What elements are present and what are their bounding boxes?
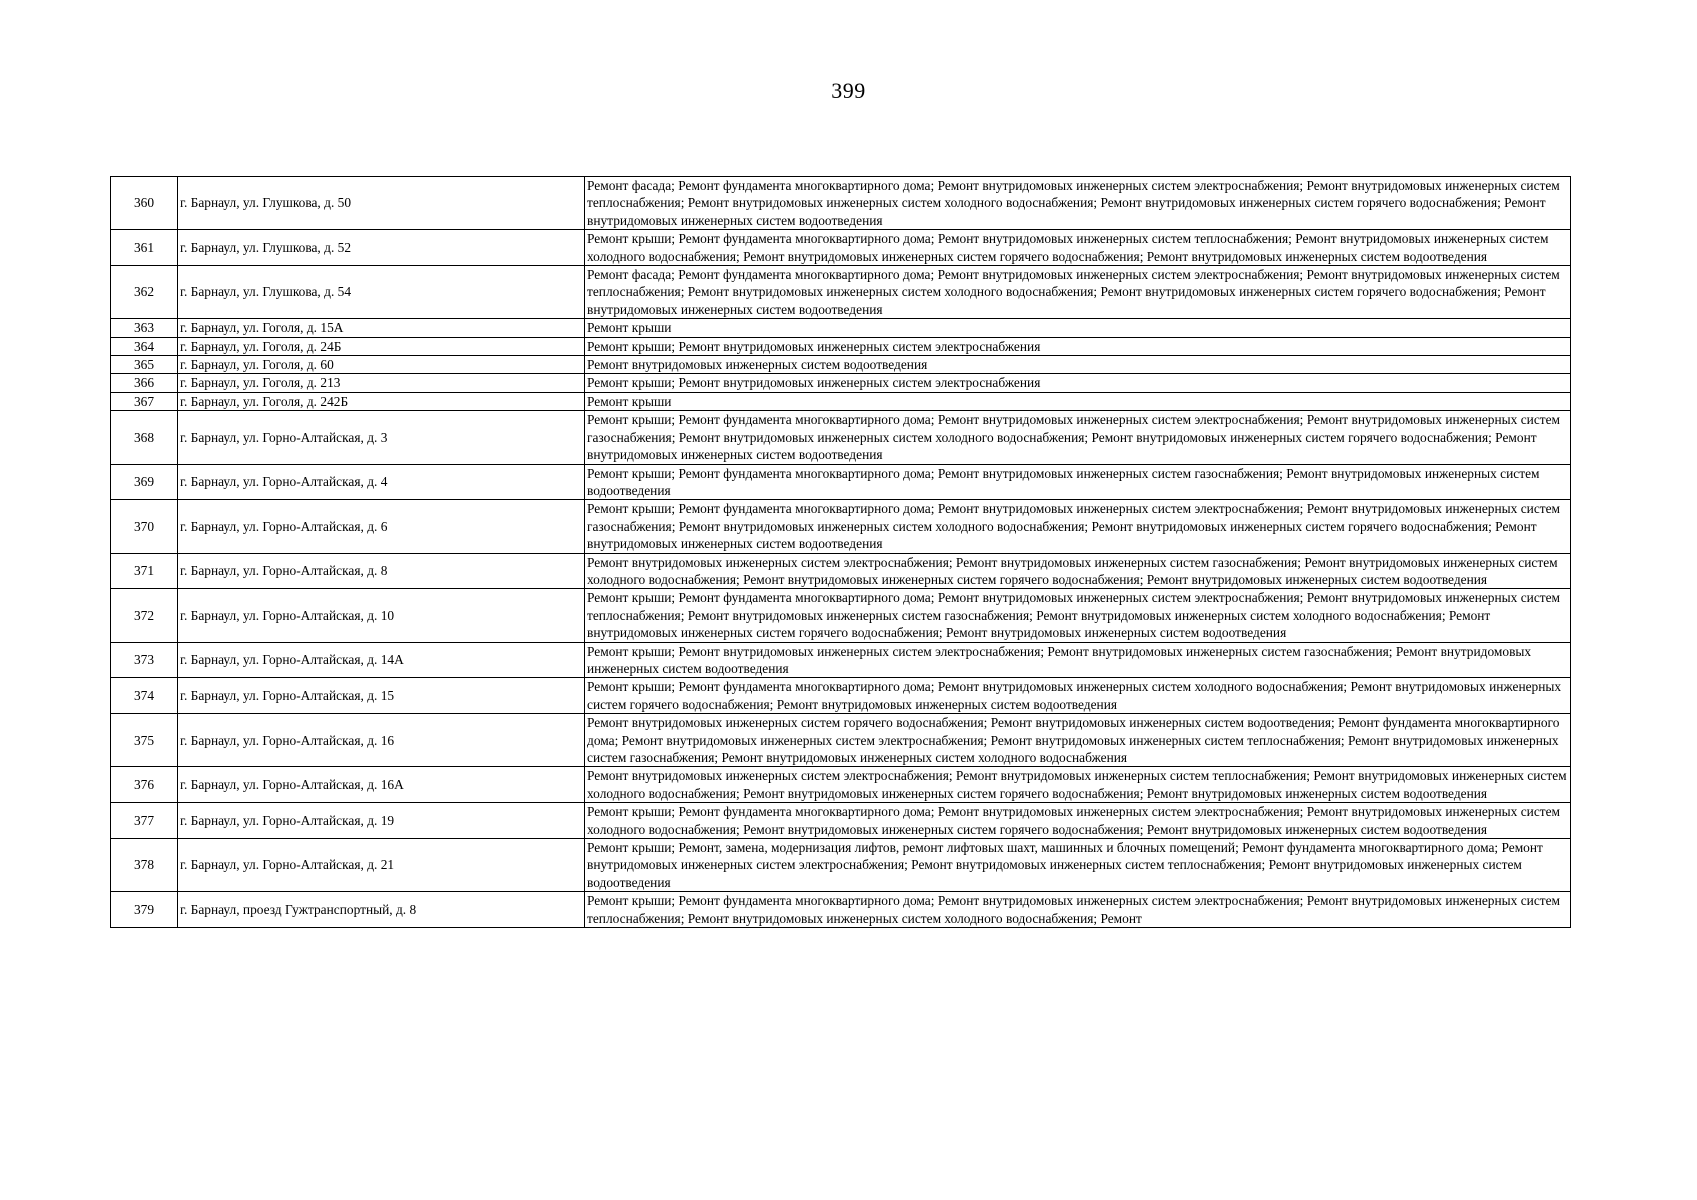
address-cell: г. Барнаул, проезд Гужтранспортный, д. 8 [178,892,585,928]
row-number-cell: 371 [111,553,178,589]
page-number: 399 [831,78,866,103]
address-cell: г. Барнаул, ул. Гоголя, д. 242Б [178,392,585,410]
row-number-cell: 378 [111,839,178,892]
row-number-cell: 373 [111,642,178,678]
table-row [111,337,1571,355]
row-number-cell: 368 [111,411,178,464]
works-cell: Ремонт фасада; Ремонт фундамента многоквартирного дома; Ремонт внутридомовых инженерных систем электроснабжения; Ремонт внутридомовых инженерных систем теплоснабжения; Ремонт внутридомовых инженерных систем холодного водоснабжения; Ремонт внутридомовых инженерных систем горячего водоснабжения; Ремонт внутридомовых инженерных систем водоотведения [585,177,1571,230]
row-number-cell: 360 [111,177,178,230]
works-cell: Ремонт крыши; Ремонт фундамента многоквартирного дома; Ремонт внутридомовых инженерных систем электроснабжения; Ремонт внутридомовых инженерных систем теплоснабжения; Ремонт внутридомовых инженерных систем газоснабжения; Ремонт внутридомовых инженерных систем холодного водоснабжения; Ремонт внутридомовых инженерных систем горячего водоснабжения; Ремонт внутридомовых инженерных систем водоотведения [585,589,1571,642]
row-number-cell: 376 [111,767,178,803]
works-cell: Ремонт крыши; Ремонт фундамента многоквартирного дома; Ремонт внутридомовых инженерных систем теплоснабжения; Ремонт внутридомовых инженерных систем холодного водоснабжения; Ремонт внутридомовых инженерных систем горячего водоснабжения; Ремонт внутридомовых инженерных систем водоотведения [585,230,1571,266]
row-number-cell: 362 [111,266,178,319]
address-cell: г. Барнаул, ул. Горно-Алтайская, д. 16 [178,714,585,767]
table-row [111,374,1571,392]
row-number-cell: 367 [111,392,178,410]
table-row [111,803,1571,839]
works-cell: Ремонт крыши; Ремонт внутридомовых инженерных систем электроснабжения [585,374,1571,392]
address-cell: г. Барнаул, ул. Горно-Алтайская, д. 21 [178,839,585,892]
row-number-cell: 365 [111,356,178,374]
works-cell: Ремонт внутридомовых инженерных систем электроснабжения; Ремонт внутридомовых инженерных систем теплоснабжения; Ремонт внутридомовых инженерных систем холодного водоснабжения; Ремонт внутридомовых инженерных систем горячего водоснабжения; Ремонт внутридомовых инженерных систем водоотведения [585,767,1571,803]
row-number-cell: 374 [111,678,178,714]
address-cell: г. Барнаул, ул. Горно-Алтайская, д. 19 [178,803,585,839]
address-cell: г. Барнаул, ул. Горно-Алтайская, д. 16А [178,767,585,803]
table-row [111,767,1571,803]
works-cell: Ремонт крыши [585,392,1571,410]
table-row [111,230,1571,266]
address-cell: г. Барнаул, ул. Гоголя, д. 60 [178,356,585,374]
table-row [111,500,1571,553]
row-number-cell: 361 [111,230,178,266]
table-row [111,356,1571,374]
works-cell: Ремонт внутридомовых инженерных систем водоотведения [585,356,1571,374]
works-cell: Ремонт крыши; Ремонт фундамента многоквартирного дома; Ремонт внутридомовых инженерных систем электроснабжения; Ремонт внутридомовых инженерных систем холодного водоснабжения; Ремонт внутридомовых инженерных систем горячего водоснабжения; Ремонт внутридомовых инженерных систем водоотведения [585,803,1571,839]
address-cell: г. Барнаул, ул. Глушкова, д. 50 [178,177,585,230]
table-row [111,319,1571,337]
address-cell: г. Барнаул, ул. Горно-Алтайская, д. 6 [178,500,585,553]
address-cell: г. Барнаул, ул. Горно-Алтайская, д. 4 [178,464,585,500]
works-cell: Ремонт крыши; Ремонт внутридомовых инженерных систем электроснабжения [585,337,1571,355]
table-row [111,177,1571,230]
address-cell: г. Барнаул, ул. Горно-Алтайская, д. 14А [178,642,585,678]
repair-register-table [110,176,1571,928]
works-cell: Ремонт крыши; Ремонт фундамента многоквартирного дома; Ремонт внутридомовых инженерных систем электроснабжения; Ремонт внутридомовых инженерных систем теплоснабжения; Ремонт внутридомовых инженерных систем холодного водоснабжения; Ремонт [585,892,1571,928]
row-number-cell: 379 [111,892,178,928]
works-cell: Ремонт внутридомовых инженерных систем электроснабжения; Ремонт внутридомовых инженерных систем газоснабжения; Ремонт внутридомовых инженерных систем холодного водоснабжения; Ремонт внутридомовых инженерных систем горячего водоснабжения; Ремонт внутридомовых инженерных систем водоотведения [585,553,1571,589]
address-cell: г. Барнаул, ул. Горно-Алтайская, д. 15 [178,678,585,714]
address-cell: г. Барнаул, ул. Горно-Алтайская, д. 8 [178,553,585,589]
table-row [111,589,1571,642]
table-row [111,678,1571,714]
table-row [111,892,1571,928]
works-cell: Ремонт фасада; Ремонт фундамента многоквартирного дома; Ремонт внутридомовых инженерных систем электроснабжения; Ремонт внутридомовых инженерных систем теплоснабжения; Ремонт внутридомовых инженерных систем холодного водоснабжения; Ремонт внутридомовых инженерных систем горячего водоснабжения; Ремонт внутридомовых инженерных систем водоотведения [585,266,1571,319]
row-number-cell: 364 [111,337,178,355]
works-cell: Ремонт крыши; Ремонт внутридомовых инженерных систем электроснабжения; Ремонт внутридомовых инженерных систем газоснабжения; Ремонт внутридомовых инженерных систем водоотведения [585,642,1571,678]
works-cell: Ремонт крыши; Ремонт фундамента многоквартирного дома; Ремонт внутридомовых инженерных систем газоснабжения; Ремонт внутридомовых инженерных систем водоотведения [585,464,1571,500]
table-row [111,714,1571,767]
table-row [111,464,1571,500]
table-row [111,392,1571,410]
table-row [111,411,1571,464]
works-cell: Ремонт крыши; Ремонт, замена, модернизация лифтов, ремонт лифтовых шахт, машинных и блочных помещений; Ремонт фундамента многоквартирного дома; Ремонт внутридомовых инженерных систем электроснабжения; Ремонт внутридомовых инженерных систем теплоснабжения; Ремонт внутридомовых инженерных систем водоотведения [585,839,1571,892]
works-cell: Ремонт крыши [585,319,1571,337]
address-cell: г. Барнаул, ул. Горно-Алтайская, д. 3 [178,411,585,464]
row-number-cell: 377 [111,803,178,839]
works-cell: Ремонт внутридомовых инженерных систем горячего водоснабжения; Ремонт внутридомовых инженерных систем водоотведения; Ремонт фундамента многоквартирного дома; Ремонт внутридомовых инженерных систем электроснабжения; Ремонт внутридомовых инженерных систем теплоснабжения; Ремонт внутридомовых инженерных систем газоснабжения; Ремонт внутридомовых инженерных систем холодного водоснабжения [585,714,1571,767]
works-cell: Ремонт крыши; Ремонт фундамента многоквартирного дома; Ремонт внутридомовых инженерных систем холодного водоснабжения; Ремонт внутридомовых инженерных систем горячего водоснабжения; Ремонт внутридомовых инженерных систем водоотведения [585,678,1571,714]
row-number-cell: 375 [111,714,178,767]
table-row [111,553,1571,589]
address-cell: г. Барнаул, ул. Гоголя, д. 15А [178,319,585,337]
address-cell: г. Барнаул, ул. Гоголя, д. 213 [178,374,585,392]
row-number-cell: 370 [111,500,178,553]
row-number-cell: 369 [111,464,178,500]
address-cell: г. Барнаул, ул. Глушкова, д. 54 [178,266,585,319]
table-row [111,266,1571,319]
works-cell: Ремонт крыши; Ремонт фундамента многоквартирного дома; Ремонт внутридомовых инженерных систем электроснабжения; Ремонт внутридомовых инженерных систем газоснабжения; Ремонт внутридомовых инженерных систем холодного водоснабжения; Ремонт внутридомовых инженерных систем горячего водоснабжения; Ремонт внутридомовых инженерных систем водоотведения [585,500,1571,553]
address-cell: г. Барнаул, ул. Глушкова, д. 52 [178,230,585,266]
row-number-cell: 366 [111,374,178,392]
row-number-cell: 372 [111,589,178,642]
address-cell: г. Барнаул, ул. Горно-Алтайская, д. 10 [178,589,585,642]
address-cell: г. Барнаул, ул. Гоголя, д. 24Б [178,337,585,355]
row-number-cell: 363 [111,319,178,337]
table-row [111,839,1571,892]
works-cell: Ремонт крыши; Ремонт фундамента многоквартирного дома; Ремонт внутридомовых инженерных систем электроснабжения; Ремонт внутридомовых инженерных систем газоснабжения; Ремонт внутридомовых инженерных систем холодного водоснабжения; Ремонт внутридомовых инженерных систем горячего водоснабжения; Ремонт внутридомовых инженерных систем водоотведения [585,411,1571,464]
table-row [111,642,1571,678]
